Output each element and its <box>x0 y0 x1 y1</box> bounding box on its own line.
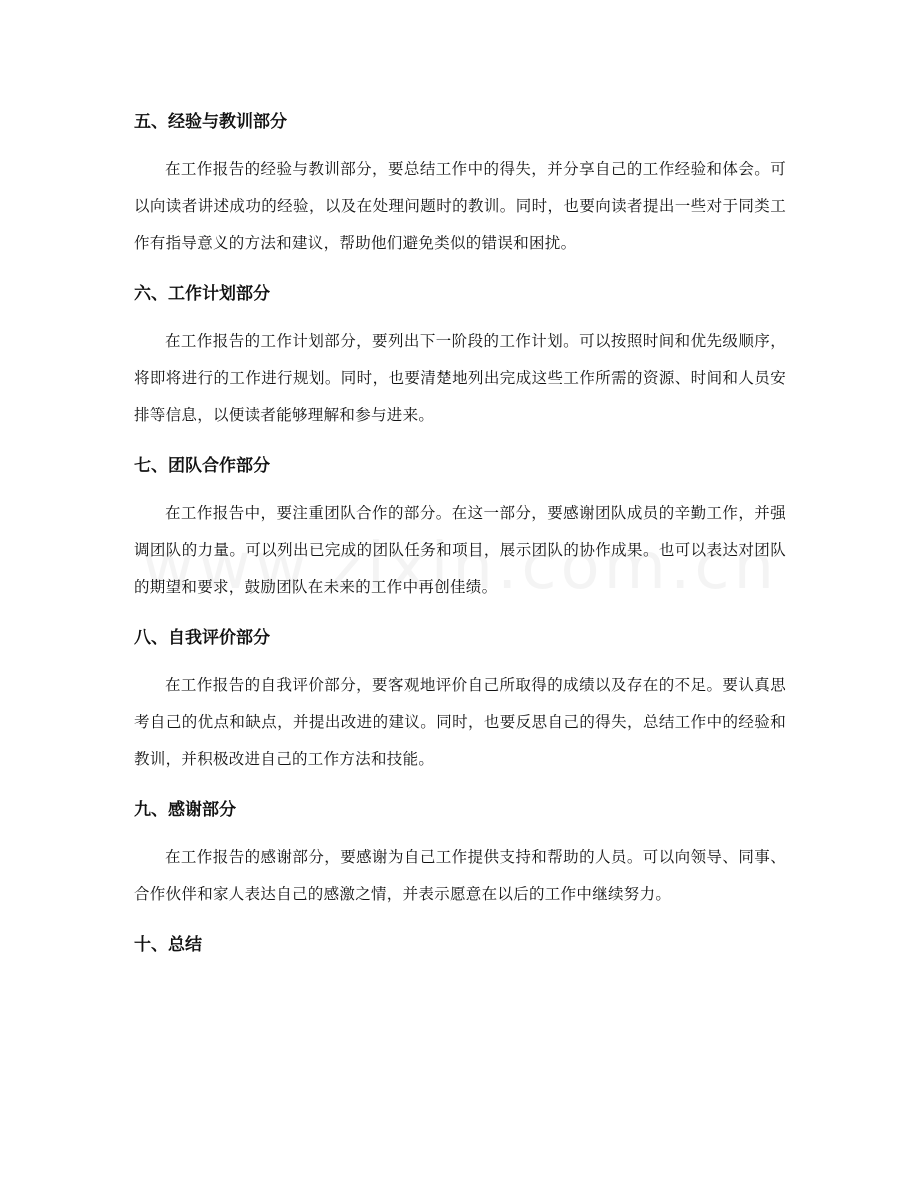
section-paragraph: 在工作报告的感谢部分，要感谢为自己工作提供支持和帮助的人员。可以向领导、同事、合作伙伴和家人表达自己的感激之情，并表示愿意在以后的工作中继续努力。 <box>134 848 786 903</box>
section-heading: 六、工作计划部分 <box>134 284 270 304</box>
section-heading: 五、经验与教训部分 <box>134 112 287 132</box>
section-paragraph: 在工作报告的自我评价部分，要客观地评价自己所取得的成绩以及存在的不足。要认真思考自己的优点和缺点，并提出改进的建议。同时，也要反思自己的得失，总结工作中的经验和教训，并积极改进自己的工作方法和技能。 <box>134 676 786 768</box>
section-paragraph: 在工作报告中，要注重团队合作的部分。在这一部分，要感谢团队成员的辛勤工作，并强调团队的力量。可以列出已完成的团队任务和项目，展示团队的协作成果。也可以表达对团队的期望和要求，鼓励团队在未来的工作中再创佳绩。 <box>134 504 786 596</box>
section-thanks <box>134 788 786 913</box>
section-heading: 八、自我评价部分 <box>134 628 270 648</box>
section-paragraph: 在工作报告的经验与教训部分，要总结工作中的得失，并分享自己的工作经验和体会。可以向读者讲述成功的经验，以及在处理问题时的教训。同时，也要向读者提出一些对于同类工作有指导意义的方法和建议，帮助他们避免类似的错误和困扰。 <box>134 160 786 252</box>
section-heading: 十、总结 <box>134 935 202 955</box>
document-body <box>134 100 786 967</box>
section-paragraph: 在工作报告的工作计划部分，要列出下一阶段的工作计划。可以按照时间和优先级顺序，将即将进行的工作进行规划。同时，也要清楚地列出完成这些工作所需的资源、时间和人员安排等信息，以便读者能够理解和参与进来。 <box>134 332 786 424</box>
section-self-evaluation <box>134 616 786 778</box>
section-heading: 七、团队合作部分 <box>134 456 270 476</box>
section-teamwork <box>134 444 786 606</box>
section-experience <box>134 100 786 262</box>
section-heading: 九、感谢部分 <box>134 800 236 820</box>
section-summary <box>134 923 786 967</box>
section-work-plan <box>134 272 786 434</box>
